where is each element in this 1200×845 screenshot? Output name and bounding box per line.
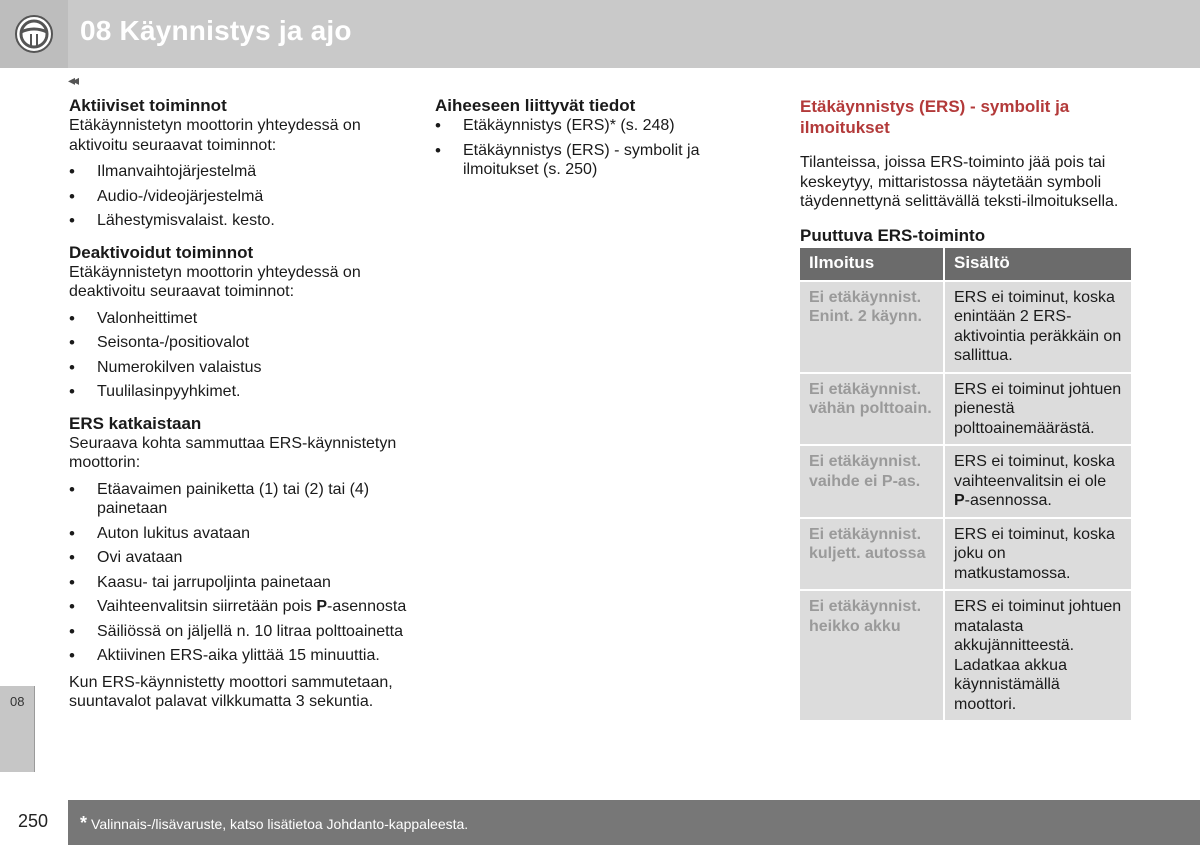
section-intro-deactivated: Etäkäynnistetyn moottorin yhteydessä on deaktivoitu seuraavat toiminnot: xyxy=(69,263,361,300)
steering-wheel-icon xyxy=(14,14,54,54)
table-header-row xyxy=(800,248,1131,280)
table-row xyxy=(800,280,1131,372)
content-cell xyxy=(945,444,1131,517)
list-item: • Seisonta-/positiovalot xyxy=(69,333,409,353)
ers-symbols-intro: Tilanteissa, joissa ERS-toiminto jää pois tai keskeytyy, mittaristossa näytetään symboli täydennettynä selittävällä teksti-ilmoituksella. xyxy=(800,154,1119,210)
list-item: • Kaasu- tai jarrupoljinta painetaan xyxy=(69,573,409,593)
asterisk-icon: * xyxy=(80,813,88,833)
chapter-tab-number: 08 xyxy=(10,694,25,709)
message-cell: Ei etäkäynnist. Enint. 2 käynn. xyxy=(800,280,945,372)
table-row xyxy=(800,517,1131,590)
section-intro-ers-off: Seuraava kohta sammuttaa ERS-käynnistetyn moottorin: xyxy=(69,434,397,471)
table-row xyxy=(800,372,1131,445)
section-intro-active: Etäkäynnistetyn moottorin yhteydessä on aktivoitu seuraavat toiminnot: xyxy=(69,117,361,154)
section-title-deactivated: Deaktivoidut toiminnot xyxy=(69,242,254,262)
message-cell: Ei etäkäynnist. kuljett. autossa xyxy=(800,517,945,590)
page-number: 250 xyxy=(18,811,49,831)
list-item: • Etäavaimen painiketta (1) tai (2) tai (4) painetaan xyxy=(69,480,409,519)
related-link[interactable]: • Etäkäynnistys (ERS) - symbolit ja ilmoitukset (s. 250) xyxy=(435,141,755,180)
list-item: • Lähestymisvalaist. kesto. xyxy=(69,211,409,231)
section-outro-ers-off: Kun ERS-käynnistetty moottori sammutetaan, suuntavalot palavat vilkkumatta 3 sekuntia. xyxy=(69,673,393,710)
ers-symbols-title: Etäkäynnistys (ERS) - symbolit ja ilmoitukset xyxy=(800,97,1070,137)
list-item: • Numerokilven valaistus xyxy=(69,358,409,378)
list-item: • Audio-/videojärjestelmä xyxy=(69,187,409,207)
list-item: • Säiliössä on jäljellä n. 10 litraa polttoainetta xyxy=(69,622,409,642)
item-bold-text: P xyxy=(316,598,328,615)
footnote xyxy=(80,813,468,834)
content-cell: ERS ei toiminut, koska enintään 2 ERS-aktivointia peräkkäin on sallittua. xyxy=(945,280,1131,372)
content-cell: ERS ei toiminut johtuen pienestä polttoainemäärästä. xyxy=(945,372,1131,445)
list-item: • Ilmanvaihtojärjestelmä xyxy=(69,162,409,182)
column-right xyxy=(800,96,1132,720)
column-left xyxy=(69,96,409,712)
section-title-active: Aktiiviset toiminnot xyxy=(69,96,227,115)
footnote-text: Valinnais-/lisävaruste, katso lisätietoa Johdanto-kappaleesta. xyxy=(91,816,469,832)
list-item: • Aktiivinen ERS-aika ylittää 15 minuuttia. xyxy=(69,646,409,666)
list-item: • Ovi avataan xyxy=(69,548,409,568)
column-middle xyxy=(435,96,755,180)
cell-text: -asennossa. xyxy=(964,492,1052,509)
section-title-ers-off: ERS katkaistaan xyxy=(69,413,202,433)
list-active xyxy=(69,162,409,231)
content-cell: ERS ei toiminut johtuen matalasta akkujännitteestä. Ladatkaa akkua käynnistämällä moottori. xyxy=(945,589,1131,720)
content-cell: ERS ei toiminut, koska joku on matkustamossa. xyxy=(945,517,1131,590)
item-text: Vaihteenvalitsin siirretään pois xyxy=(97,598,317,615)
message-cell: Ei etäkäynnist. vähän polttoain. xyxy=(800,372,945,445)
header-band xyxy=(0,0,1200,68)
item-text: -asennosta xyxy=(327,598,407,615)
chapter-title: 08 Käynnistys ja ajo xyxy=(80,15,352,46)
list-item: • Auton lukitus avataan xyxy=(69,524,409,544)
list-ers-off xyxy=(69,480,409,666)
list-deactivated xyxy=(69,309,409,402)
column-header-message: Ilmoitus xyxy=(800,248,945,280)
cell-bold-text: P xyxy=(954,492,965,509)
column-header-content: Sisältö xyxy=(945,248,1131,280)
header-icon-box xyxy=(0,0,68,68)
message-cell: Ei etäkäynnist. vaihde ei P-as. xyxy=(800,444,945,517)
message-cell: Ei etäkäynnist. heikko akku xyxy=(800,589,945,720)
related-link[interactable]: • Etäkäynnistys (ERS)* (s. 248) xyxy=(435,116,755,136)
cell-text: ERS ei toiminut, koska vaihteenvalitsin ei ole xyxy=(954,453,1115,490)
table-row xyxy=(800,589,1131,720)
list-item: • Tuulilasinpyyhkimet. xyxy=(69,382,409,402)
ers-messages-table xyxy=(800,248,1131,721)
missing-ers-subtitle: Puuttuva ERS-toiminto xyxy=(800,225,986,245)
list-item: • Valonheittimet xyxy=(69,309,409,329)
related-info-list xyxy=(435,116,755,180)
chapter-tab xyxy=(0,686,35,772)
table-row xyxy=(800,444,1131,517)
back-arrows-icon: ◂◂ xyxy=(68,72,77,88)
list-item xyxy=(69,597,409,617)
related-info-title: Aiheeseen liittyvät tiedot xyxy=(435,96,636,115)
